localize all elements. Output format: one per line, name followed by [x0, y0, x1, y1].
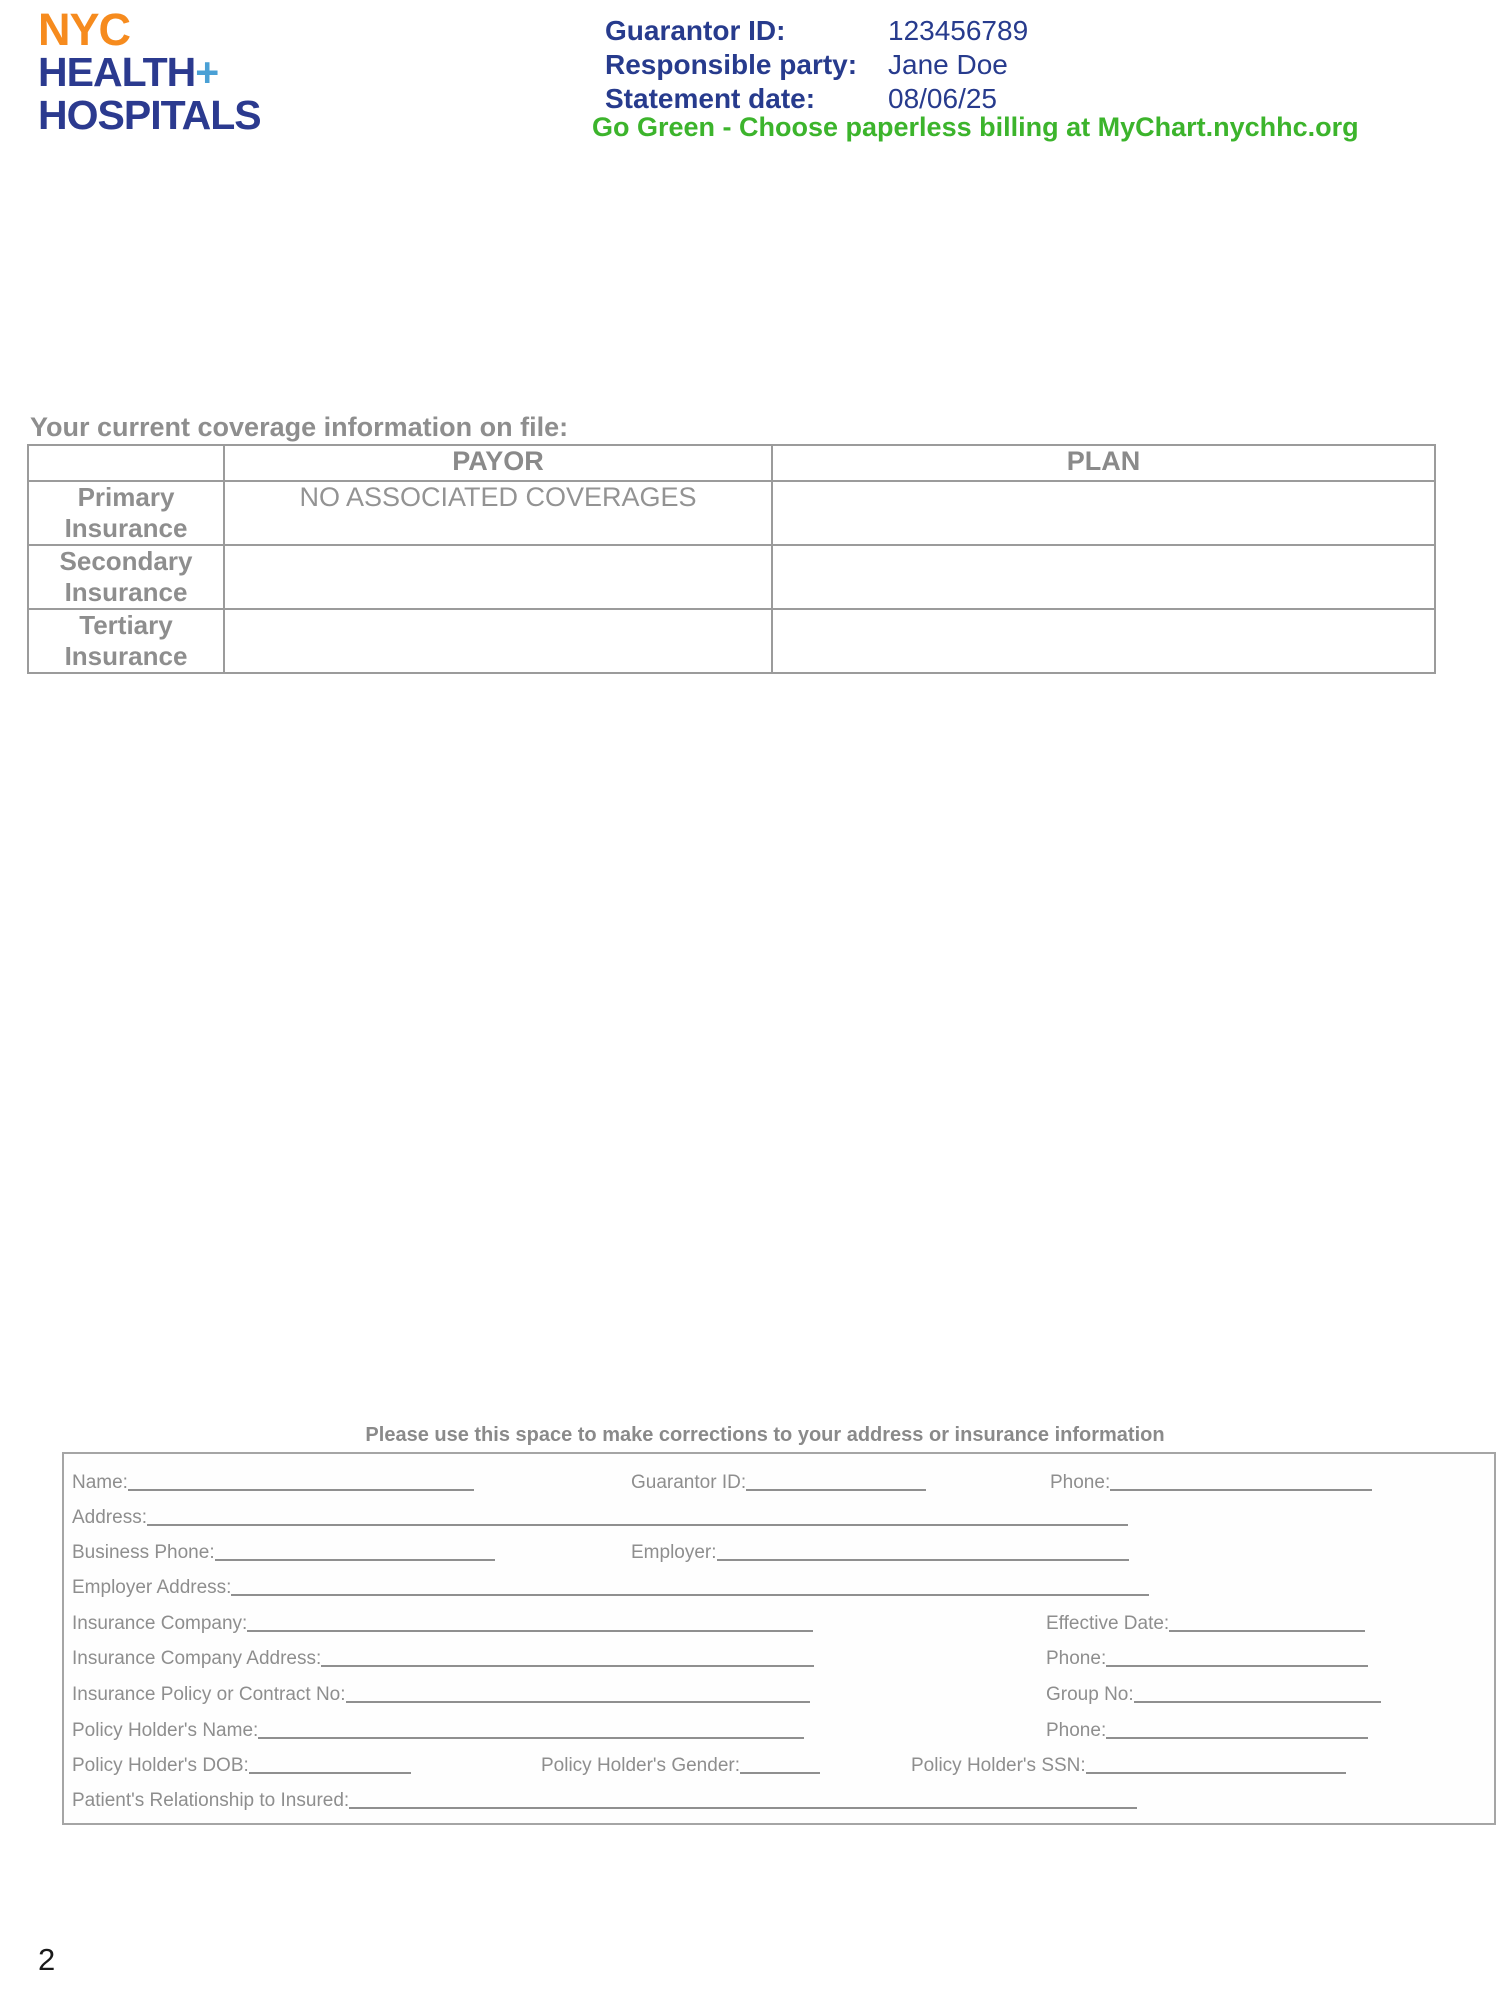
patient-relationship-field [72, 1790, 1137, 1812]
statement-header-info [605, 14, 1028, 116]
logo-line-hospitals: HOSPITALS [38, 92, 261, 138]
address-label: Address: [72, 1507, 147, 1528]
policy-holder-gender-write-line [740, 1770, 820, 1774]
policy-holder-name-field [72, 1720, 804, 1742]
primary-insurance-plan [772, 481, 1435, 545]
policy-holder-name-label: Policy Holder's Name: [72, 1720, 259, 1741]
coverage-header-blank [28, 445, 224, 481]
insurance-company-address-write-line [321, 1663, 814, 1667]
insurance-policy-write-line [346, 1699, 810, 1703]
employer-address-write-line [231, 1592, 1149, 1596]
responsible-party-value: Jane Doe [888, 49, 1008, 80]
secondary-insurance-plan [772, 545, 1435, 609]
group-no-label: Group No: [1046, 1684, 1134, 1705]
nyc-health-hospitals-logo [38, 4, 261, 138]
employer-address-field [72, 1577, 1149, 1599]
guarantor-id-row [605, 14, 1028, 48]
effective-date-write-line [1169, 1628, 1365, 1632]
statement-date-label: Statement date: [605, 83, 816, 114]
policy-holder-phone-label: Phone: [1046, 1720, 1107, 1741]
employer-label: Employer: [631, 1542, 717, 1563]
address-write-line [147, 1522, 1128, 1526]
primary-insurance-payor: NO ASSOCIATED COVERAGES [224, 481, 772, 545]
secondary-insurance-payor [224, 545, 772, 609]
name-field [72, 1472, 474, 1494]
insurance-policy-field [72, 1684, 810, 1706]
policy-holder-phone-field [1046, 1720, 1368, 1742]
tertiary-insurance-label: Tertiary Insurance [28, 609, 224, 673]
business-phone-label: Business Phone: [72, 1542, 215, 1563]
group-no-field [1046, 1684, 1381, 1706]
insurance-policy-label: Insurance Policy or Contract No: [72, 1684, 346, 1705]
table-row [28, 545, 1435, 609]
coverage-table [27, 444, 1436, 674]
insurance-company-write-line [247, 1628, 813, 1632]
page-number: 2 [38, 1942, 56, 1977]
business-phone-field [72, 1542, 495, 1564]
group-no-write-line [1134, 1699, 1381, 1703]
employer-write-line [717, 1557, 1129, 1561]
effective-date-label: Effective Date: [1046, 1613, 1170, 1634]
insurance-company-field [72, 1613, 813, 1635]
insurance-company-address-field [72, 1648, 814, 1670]
name-write-line [128, 1487, 474, 1491]
phone-label: Phone: [1050, 1472, 1111, 1493]
policy-holder-dob-label: Policy Holder's DOB: [72, 1755, 249, 1776]
logo-line-nyc: NYC [38, 4, 131, 55]
table-row [28, 609, 1435, 673]
employer-field [631, 1542, 1129, 1564]
insurance-phone-field [1046, 1648, 1368, 1670]
business-phone-write-line [215, 1557, 495, 1561]
coverage-header-payor: PAYOR [224, 445, 772, 481]
secondary-insurance-label: Secondary Insurance [28, 545, 224, 609]
guarantor-id-form-label: Guarantor ID: [631, 1472, 747, 1493]
phone-write-line [1110, 1487, 1372, 1491]
address-field [72, 1507, 1128, 1529]
employer-address-label: Employer Address: [72, 1577, 232, 1598]
tertiary-insurance-plan [772, 609, 1435, 673]
corrections-form-title: Please use this space to make corrections to your address or insurance information [365, 1424, 1165, 1446]
statement-date-value: 08/06/25 [888, 83, 997, 114]
guarantor-id-value: 123456789 [888, 15, 1029, 46]
coverage-section-title: Your current coverage information on file: [30, 412, 569, 442]
patient-relationship-label: Patient's Relationship to Insured: [72, 1790, 350, 1811]
logo-line-health: HEALTH+ [38, 49, 219, 95]
policy-holder-dob-field [72, 1755, 411, 1777]
responsible-party-label: Responsible party: [605, 49, 858, 80]
insurance-company-address-label: Insurance Company Address: [72, 1648, 322, 1669]
policy-holder-name-write-line [258, 1735, 804, 1739]
coverage-header-row [28, 445, 1435, 481]
policy-holder-dob-write-line [249, 1770, 411, 1774]
go-green-paperless-message: Go Green - Choose paperless billing at MyChart.nychhc.org [592, 112, 1359, 142]
policy-holder-gender-label: Policy Holder's Gender: [541, 1755, 740, 1776]
effective-date-field [1046, 1613, 1365, 1635]
coverage-header-plan: PLAN [772, 445, 1435, 481]
guarantor-id-field [631, 1472, 926, 1494]
primary-insurance-label: Primary Insurance [28, 481, 224, 545]
name-label: Name: [72, 1472, 128, 1493]
responsible-party-row [605, 48, 1028, 82]
insurance-phone-label: Phone: [1046, 1648, 1107, 1669]
policy-holder-ssn-label: Policy Holder's SSN: [911, 1755, 1086, 1776]
policy-holder-ssn-write-line [1086, 1770, 1346, 1774]
guarantor-id-label: Guarantor ID: [605, 15, 786, 46]
policy-holder-phone-write-line [1106, 1735, 1368, 1739]
patient-relationship-write-line [349, 1805, 1137, 1809]
table-row [28, 481, 1435, 545]
insurance-phone-write-line [1106, 1663, 1368, 1667]
guarantor-id-write-line [746, 1487, 926, 1491]
phone-field [1050, 1472, 1372, 1494]
policy-holder-ssn-field [911, 1755, 1346, 1777]
logo-plus-icon: + [195, 49, 219, 95]
insurance-company-label: Insurance Company: [72, 1613, 248, 1634]
policy-holder-gender-field [541, 1755, 820, 1777]
statement-date-row [605, 82, 1028, 116]
tertiary-insurance-payor [224, 609, 772, 673]
